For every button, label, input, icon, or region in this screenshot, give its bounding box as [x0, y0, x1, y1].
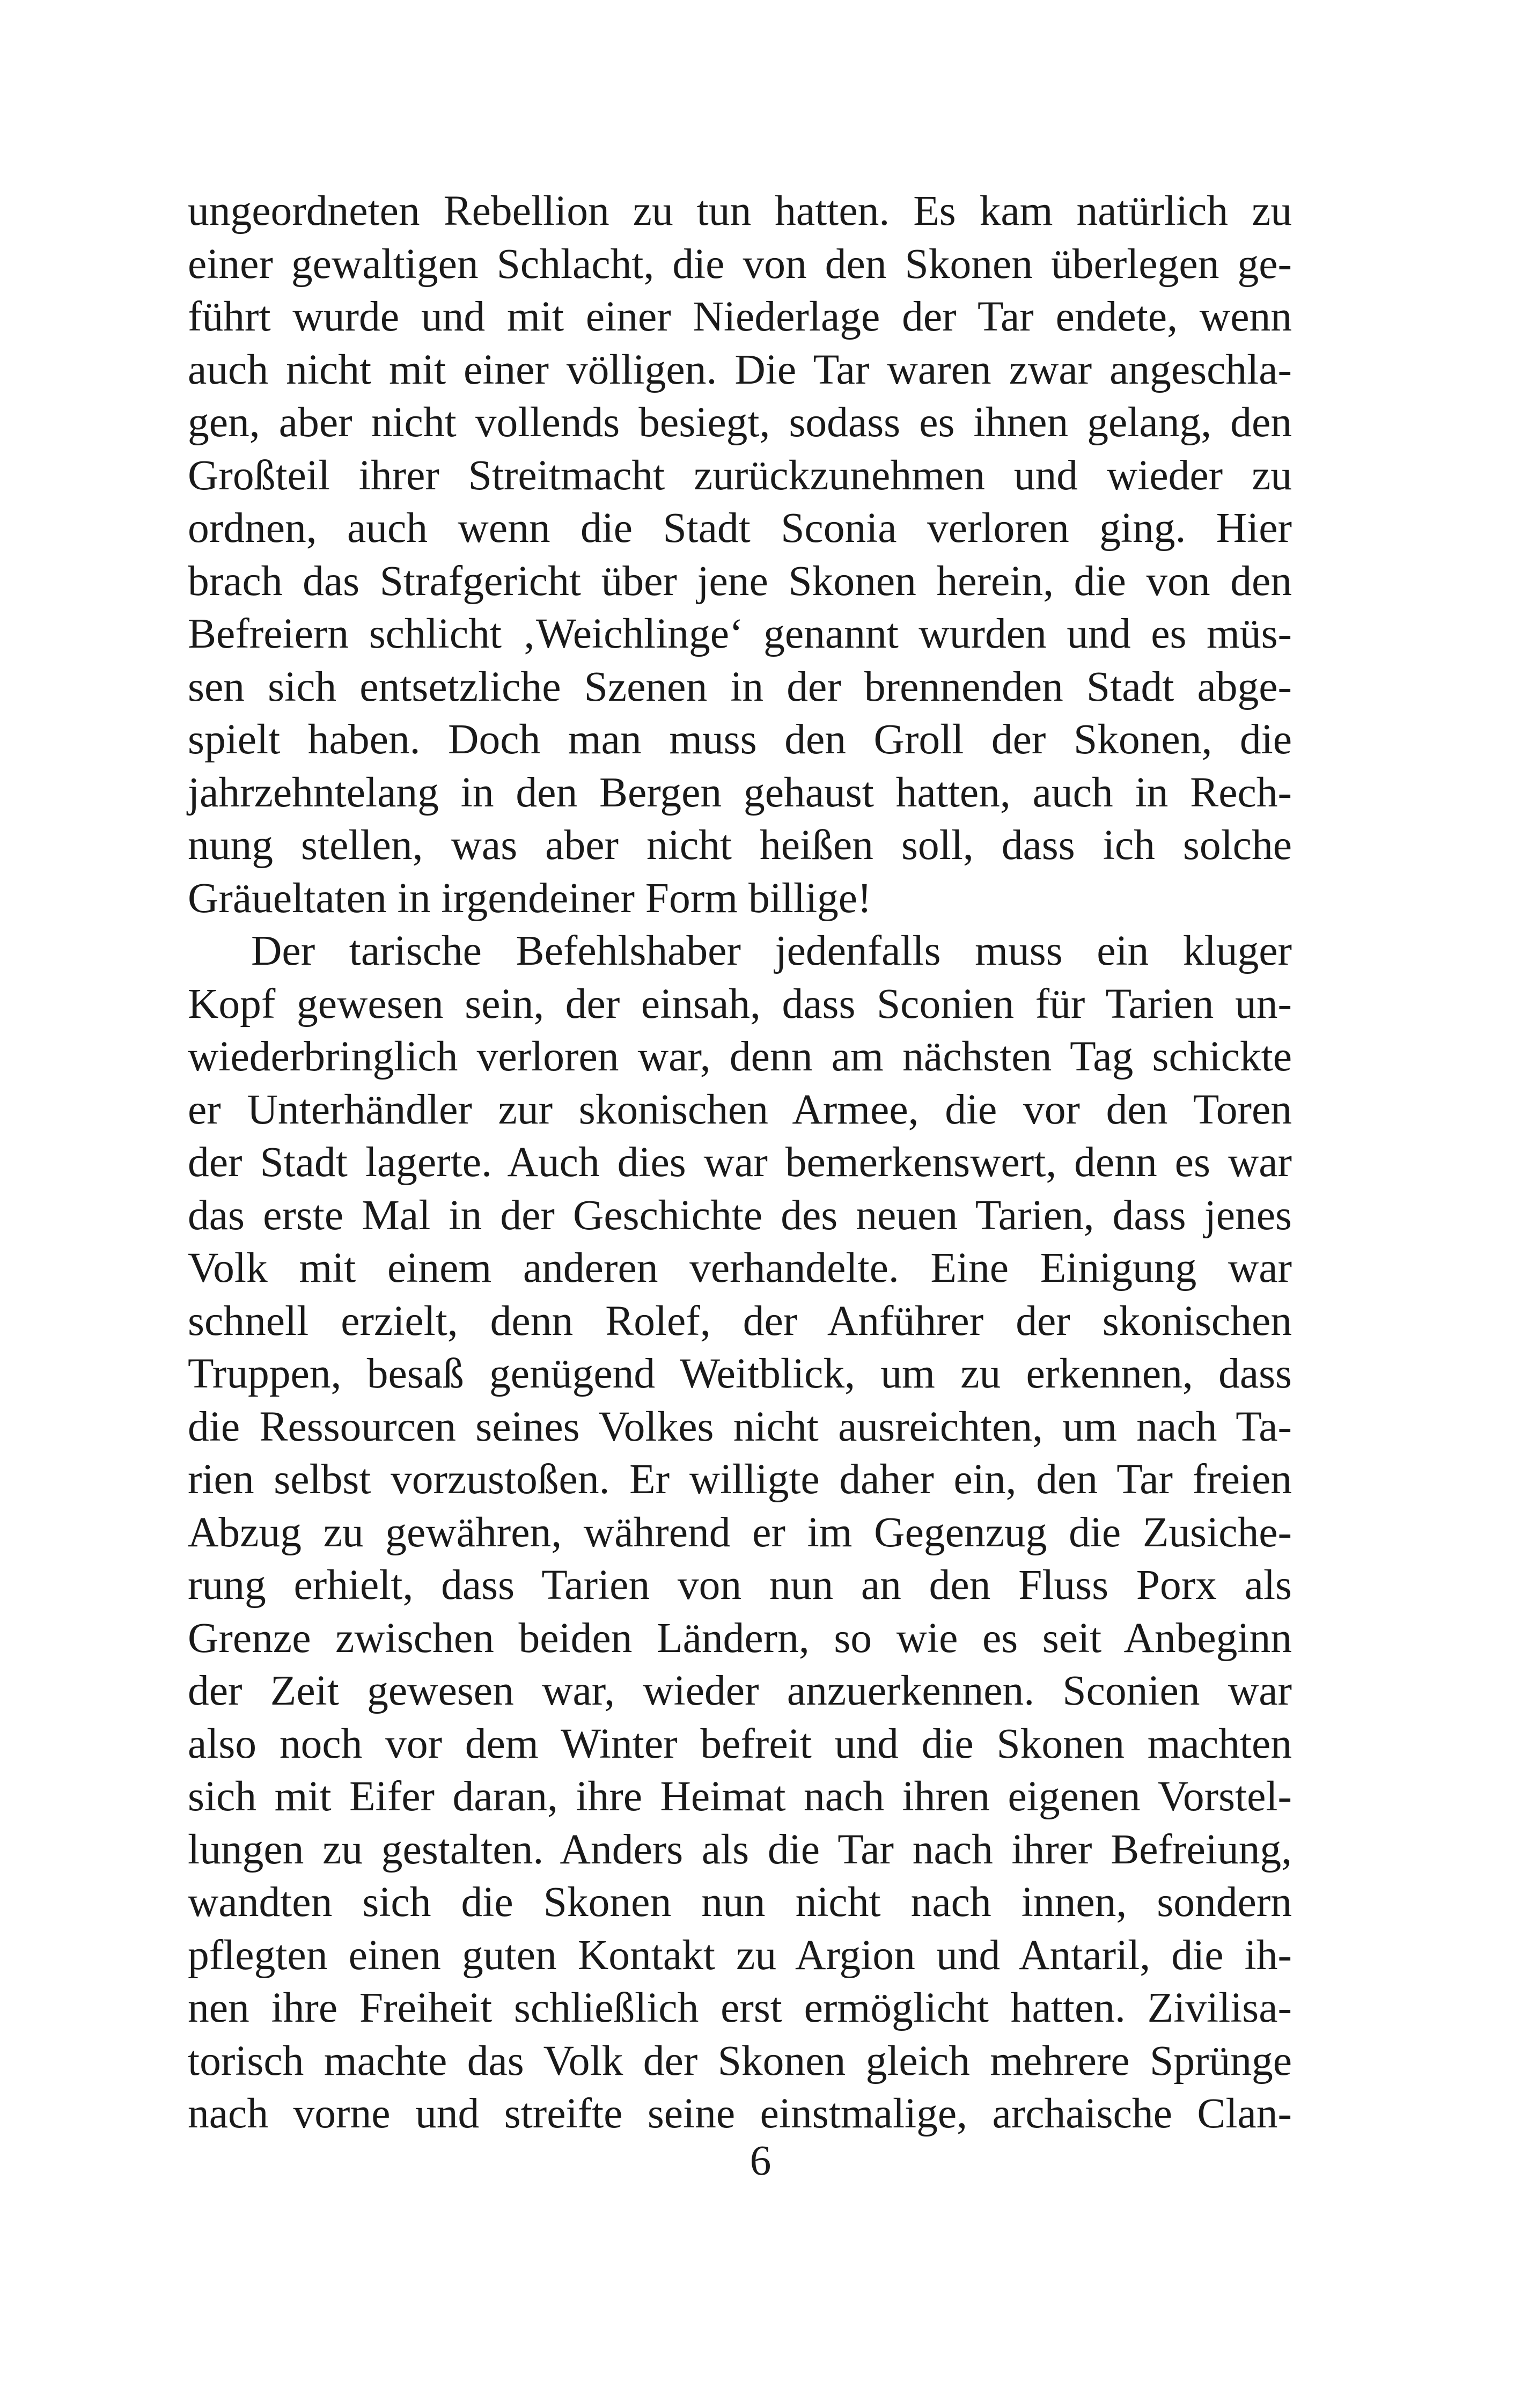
text-line: wiederbringlich verloren war, denn am nächsten Tag schickte [188, 1033, 1292, 1080]
text-line: wandten sich die Skonen nun nicht nach innen, sondern [188, 1878, 1292, 1926]
text-line: der Zeit gewesen war, wieder anzuerkennen. Sconien war [188, 1667, 1292, 1714]
text-line: nung stellen, was aber nicht heißen soll, dass ich solche [188, 821, 1292, 869]
text-line: gen, aber nicht vollends besiegt, sodass es ihnen gelang, den [188, 399, 1292, 446]
text-line: brach das Strafgericht über jene Skonen herein, die von den [188, 557, 1292, 605]
text-line: ordnen, auch wenn die Stadt Sconia verloren ging. Hier [188, 504, 1292, 552]
text-line: also noch vor dem Winter befreit und die Skonen machten [188, 1720, 1292, 1767]
text-line: sich mit Eifer daran, ihre Heimat nach ihren eigenen Vorstel- [188, 1773, 1292, 1820]
text-line: nen ihre Freiheit schließlich erst ermöglicht hatten. Zivilisa- [188, 1984, 1292, 2031]
text-line: jahrzehntelang in den Bergen gehaust hatten, auch in Rech- [188, 768, 1292, 816]
text-line: spielt haben. Doch man muss den Groll der Skonen, die [188, 716, 1292, 763]
text-line: Kopf gewesen sein, der einsah, dass Sconien für Tarien un- [188, 980, 1292, 1027]
text-line: rien selbst vorzustoßen. Er willigte daher ein, den Tar freien [188, 1456, 1292, 1503]
body-text [188, 185, 1292, 2140]
text-line: das erste Mal in der Geschichte des neuen Tarien, dass jenes [188, 1191, 1292, 1239]
text-line: rung erhielt, dass Tarien von nun an den Fluss Porx als [188, 1561, 1292, 1609]
text-line: sen sich entsetzliche Szenen in der brennenden Stadt abge- [188, 663, 1292, 710]
text-line: führt wurde und mit einer Niederlage der Tar endete, wenn [188, 293, 1292, 340]
text-line: schnell erzielt, denn Rolef, der Anführer der skonischen [188, 1297, 1292, 1345]
text-line: der Stadt lagerte. Auch dies war bemerkenswert, denn es war [188, 1139, 1292, 1186]
text-line: einer gewaltigen Schlacht, die von den Skonen überlegen ge- [188, 240, 1292, 288]
text-line: Abzug zu gewähren, während er im Gegenzug die Zusiche- [188, 1508, 1292, 1556]
text-line: lungen zu gestalten. Anders als die Tar nach ihrer Befreiung, [188, 1825, 1292, 1873]
text-line: die Ressourcen seines Volkes nicht ausreichten, um nach Ta- [188, 1403, 1292, 1450]
text-line: torisch machte das Volk der Skonen gleich mehrere Sprünge [188, 2037, 1292, 2084]
text-line: pflegten einen guten Kontakt zu Argion und Antaril, die ih- [188, 1931, 1292, 1979]
text-line: ungeordneten Rebellion zu tun hatten. Es kam natürlich zu [188, 187, 1292, 234]
text-line: er Unterhändler zur skonischen Armee, die vor den Toren [188, 1085, 1292, 1133]
text-line: Grenze zwischen beiden Ländern, so wie es seit Anbeginn [188, 1614, 1292, 1662]
page-number: 6 [750, 2137, 771, 2184]
paragraph-end-line: Gräueltaten in irgendeiner Form billige! [188, 874, 872, 922]
text-line: Truppen, besaß genügend Weitblick, um zu erkennen, dass [188, 1350, 1292, 1397]
text-line: auch nicht mit einer völligen. Die Tar waren zwar angeschla- [188, 346, 1292, 393]
text-line: Volk mit einem anderen verhandelte. Eine Einigung war [188, 1244, 1292, 1291]
paragraph-start-line: Der tarische Befehlshaber jedenfalls muss ein kluger [251, 927, 1292, 974]
text-line: nach vorne und streifte seine einstmalige, archaische Clan- [188, 2090, 1292, 2137]
text-line: Großteil ihrer Streitmacht zurückzunehmen und wieder zu [188, 451, 1292, 499]
text-line: Befreiern schlicht ‚Weichlinge‘ genannt wurden und es müs- [188, 610, 1292, 657]
